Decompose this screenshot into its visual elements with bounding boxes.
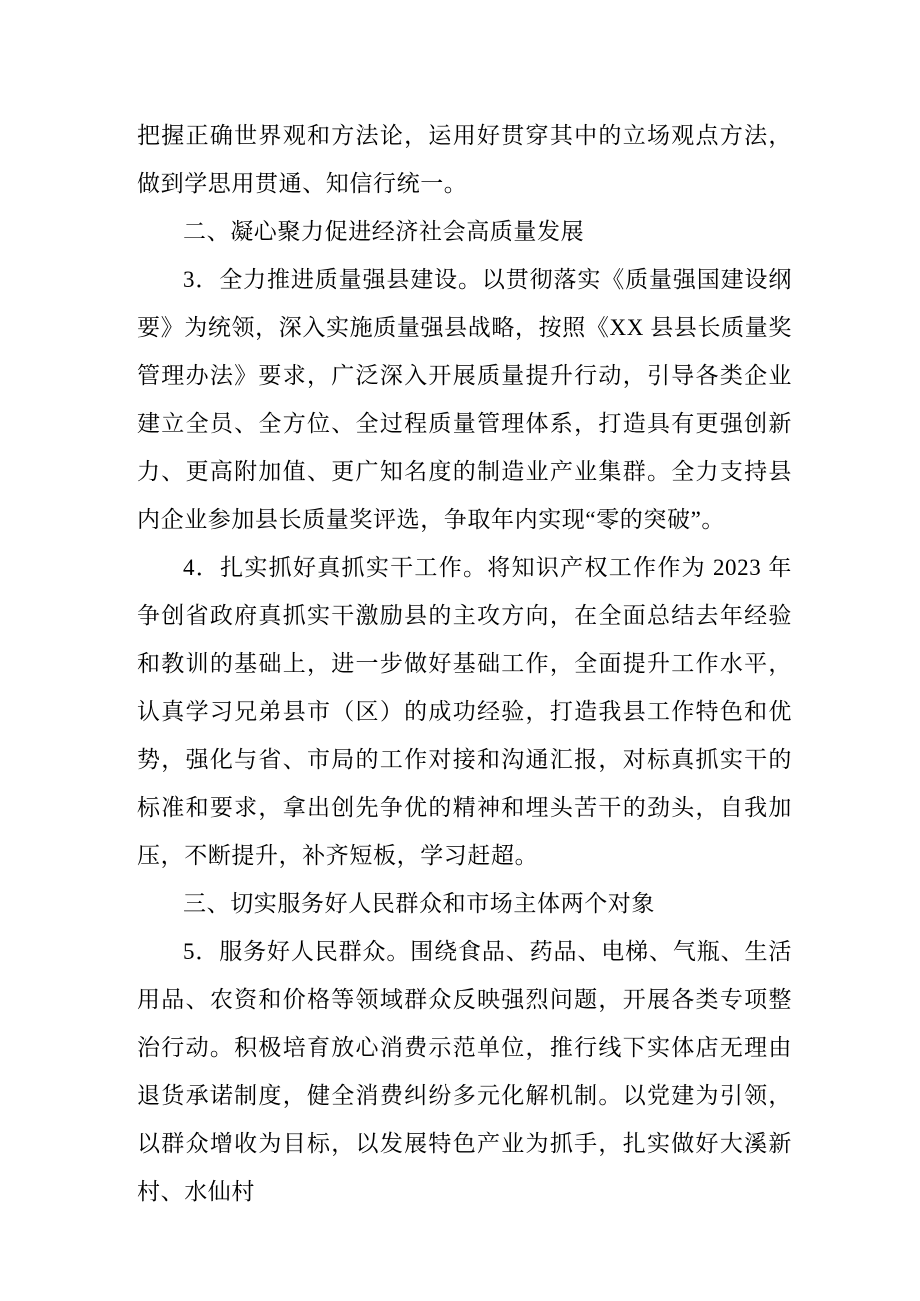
section-heading-two: 二、凝心聚力促进经济社会高质量发展 (183, 219, 585, 244)
document-text-block (137, 112, 792, 1216)
paragraph-continued-from-previous-page: 把握正确世界观和方法论，运用好贯穿其中的立场观点方法，做到学思用贯通、知信行统一。 (137, 123, 792, 196)
section-heading-three: 三、切实服务好人民群众和市场主体两个对象 (183, 891, 655, 916)
paragraph-item-5: 5．服务好人民群众。围绕食品、药品、电梯、气瓶、生活用品、农资和价格等领域群众反映强烈问题，开展各类专项整治行动。积极培育放心消费示范单位，推行线下实体店无理由退货承诺制度，健全消费纠纷多元化解机制。以党建为引领，以群众增收为目标，以发展特色产业为抓手，扎实做好大溪新村、水仙村 (137, 939, 792, 1204)
paragraph-item-3: 3．全力推进质量强县建设。以贯彻落实《质量强国建设纲要》为统领，深入实施质量强县战略，按照《XX 县县长质量奖管理办法》要求，广泛深入开展质量提升行动，引导各类企业建立全员、全方位、全过程质量管理体系，打造具有更强创新力、更高附加值、更广知名度的制造业产业集群。全力支持县内企业参加县长质量奖评选，争取年内实现“零的突破”。 (137, 267, 792, 532)
paragraph-item-4: 4．扎实抓好真抓实干工作。将知识产权工作作为 2023 年争创省政府真抓实干激励县的主攻方向，在全面总结去年经验和教训的基础上，进一步做好基础工作，全面提升工作水平，认真学习兄弟县市（区）的成功经验，打造我县工作特色和优势，强化与省、市局的工作对接和沟通汇报，对标真抓实干的标准和要求，拿出创先争优的精神和埋头苦干的劲头，自我加压，不断提升，补齐短板，学习赶超。 (137, 555, 792, 868)
